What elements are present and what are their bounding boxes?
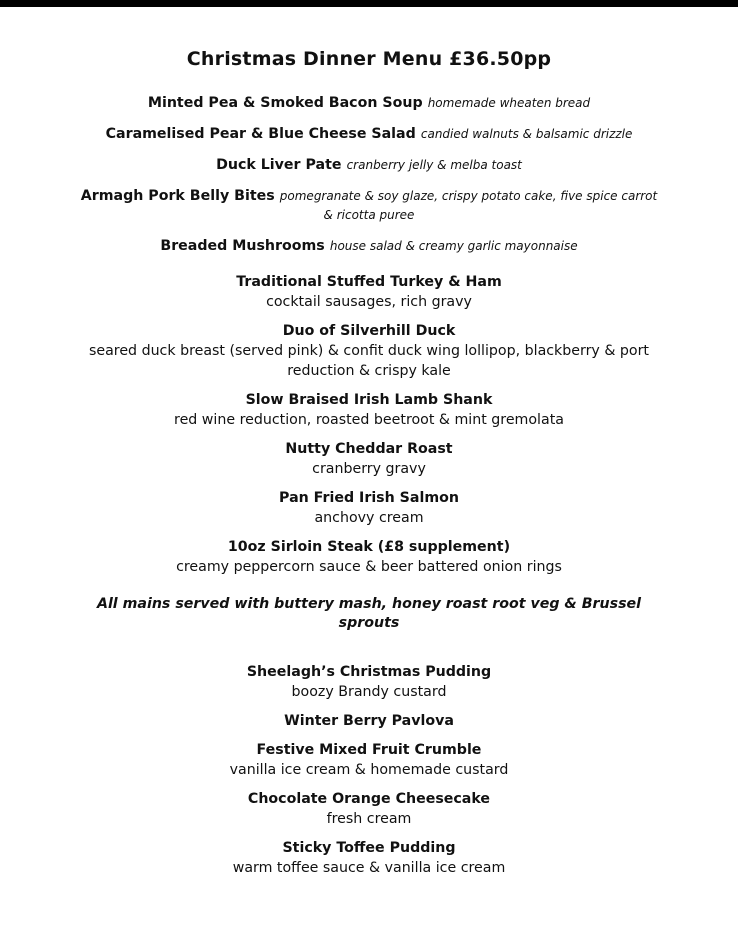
main-desc: seared duck breast (served pink) & confit duck wing lollipop, blackberry & port reduction & crispy kale [88,343,649,379]
dessert-desc: fresh cream [326,811,412,827]
starter-desc: cranberry jelly & melba toast [346,158,522,172]
dessert-name: Sheelagh’s Christmas Pudding [246,664,492,680]
starter-name: Minted Pea & Smoked Bacon Soup [147,95,423,111]
main-desc: cocktail sausages, rich gravy [266,294,472,310]
starter-desc: homemade wheaten bread [427,96,591,110]
main-item [60,322,678,381]
main-item [60,391,678,430]
main-desc: red wine reduction, roasted beetroot & mint gremolata [174,412,564,428]
dessert-item [60,790,678,829]
desserts-section [60,663,678,888]
main-name: Nutty Cheddar Roast [285,441,453,457]
dessert-item [60,741,678,780]
dessert-name: Festive Mixed Fruit Crumble [256,742,482,758]
starter-item [60,124,678,143]
dessert-name: Winter Berry Pavlova [284,713,454,729]
main-desc: cranberry gravy [312,461,426,477]
main-item [60,538,678,577]
main-name: Slow Braised Irish Lamb Shank [245,392,493,408]
starter-item [60,93,678,112]
top-border [0,0,738,7]
main-name: Duo of Silverhill Duck [282,323,456,339]
starter-item [60,186,678,224]
dessert-name: Sticky Toffee Pudding [282,840,456,856]
main-name: Traditional Stuffed Turkey & Ham [236,274,502,290]
starter-name: Caramelised Pear & Blue Cheese Salad [105,126,416,142]
starter-name: Breaded Mushrooms [160,238,325,254]
dessert-desc: boozy Brandy custard [291,684,447,700]
starter-desc: house salad & creamy garlic mayonnaise [329,239,578,253]
starter-name: Armagh Pork Belly Bites [80,188,275,204]
main-item [60,273,678,312]
main-name: 10oz Sirloin Steak (£8 supplement) [227,539,511,555]
menu-title: Christmas Dinner Menu £36.50pp [186,48,552,70]
starter-name: Duck Liver Pate [216,157,342,173]
starter-item [60,236,678,255]
main-item [60,489,678,528]
main-item [60,440,678,479]
dessert-desc: warm toffee sauce & vanilla ice cream [232,860,506,876]
dessert-desc: vanilla ice cream & homemade custard [229,762,509,778]
dessert-name: Chocolate Orange Cheesecake [247,791,491,807]
dessert-item [60,839,678,878]
dessert-item [60,663,678,702]
starter-item [60,155,678,174]
main-desc: creamy peppercorn sauce & beer battered onion rings [176,559,562,575]
mains-section [60,273,678,587]
starter-desc: pomegranate & soy glaze, crispy potato cake, five spice carrot & ricotta puree [279,189,658,222]
dessert-item [60,712,678,731]
main-desc: anchovy cream [314,510,424,526]
main-name: Pan Fried Irish Salmon [279,490,459,506]
starter-desc: candied walnuts & balsamic drizzle [420,127,633,141]
starters-section [60,93,678,267]
mains-note: All mains served with buttery mash, honey roast root veg & Brussel sprouts [96,596,642,631]
